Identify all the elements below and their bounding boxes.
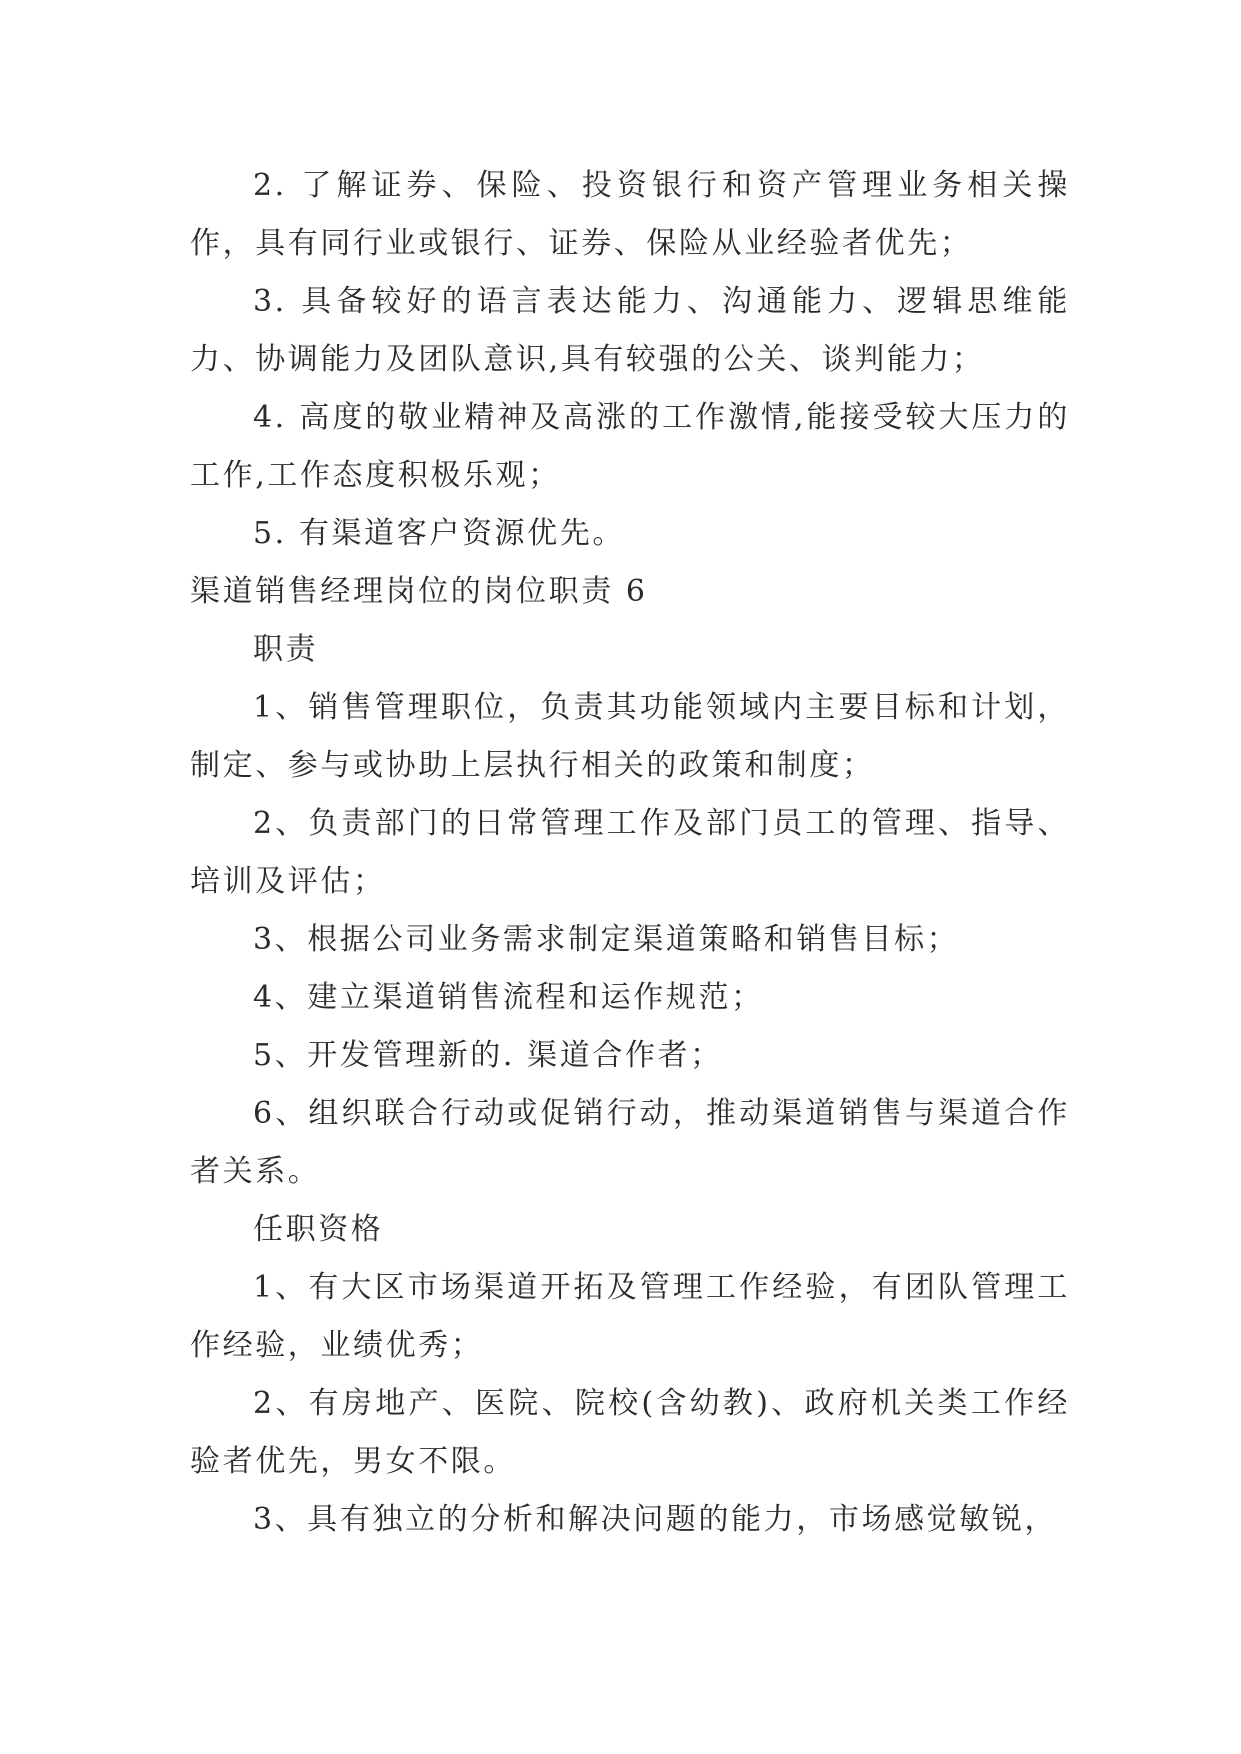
paragraph-requirement-3: 3. 具备较好的语言表达能力、沟通能力、逻辑思维能力、协调能力及团队意识,具有较强的公关、谈判能力； [190,284,1070,377]
paragraph-requirement-4: 4. 高度的敬业精神及高涨的工作激情,能接受较大压力的工作,工作态度积极乐观； [190,400,1070,493]
paragraph-duty-6: 6、组织联合行动或促销行动，推动渠道销售与渠道合作者关系。 [190,1096,1070,1189]
paragraph-duty-1: 1、销售管理职位，负责其功能领域内主要目标和计划，制定、参与或协助上层执行相关的政策和制度； [190,690,1070,783]
subheading-qualifications: 任职资格 [253,1212,384,1247]
paragraph-qualification-2: 2、有房地产、医院、院校(含幼教)、政府机关类工作经验者优先，男女不限。 [190,1386,1070,1479]
paragraph-requirement-5: 5. 有渠道客户资源优先。 [253,516,625,551]
subheading-duties: 职责 [253,632,319,667]
paragraph-qualification-3: 3、具有独立的分析和解决问题的能力，市场感觉敏锐， [253,1502,1058,1537]
section-heading: 渠道销售经理岗位的岗位职责 6 [190,574,648,609]
paragraph-duty-2: 2、负责部门的日常管理工作及部门员工的管理、指导、培训及评估； [190,806,1070,899]
paragraph-requirement-2: 2. 了解证券、保险、投资银行和资产管理业务相关操作，具有同行业或银行、证券、保险从业经验者优先； [190,168,1070,261]
paragraph-duty-5: 5、开发管理新的. 渠道合作者； [253,1038,723,1073]
document-body [190,157,1070,1549]
paragraph-duty-4: 4、建立渠道销售流程和运作规范； [253,980,764,1015]
paragraph-duty-3: 3、根据公司业务需求制定渠道策略和销售目标； [253,922,960,957]
paragraph-qualification-1: 1、有大区市场渠道开拓及管理工作经验，有团队管理工作经验，业绩优秀； [190,1270,1070,1363]
